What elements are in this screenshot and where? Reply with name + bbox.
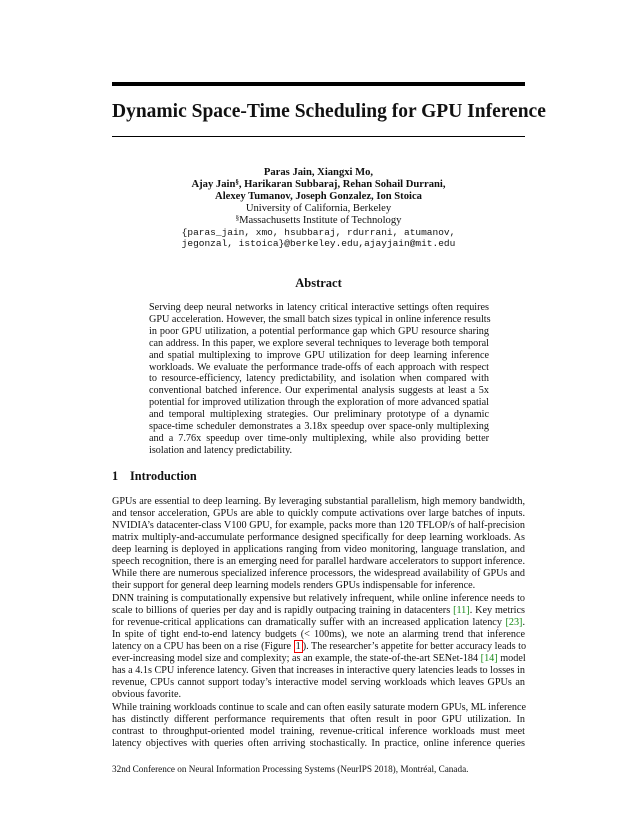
- paragraph-line: can address. In this paper, we explore several techniques to leverage both temporal: [149, 337, 489, 349]
- section-number: 1: [112, 469, 119, 483]
- paragraph-line: NVIDIA’s datacenter-class V100 GPU, for example, packs more than 120 TFLOP/s of half-precision: [112, 519, 525, 531]
- emails-line-1: {paras_jain, xmo, hsubbaraj, rdurrani, atumanov,: [181, 226, 456, 238]
- paragraph-line: [112, 617, 525, 629]
- paragraph-line: [112, 653, 525, 665]
- paragraph-line: workloads. We evaluate the performance trade-offs of each approach with respect: [149, 361, 489, 373]
- abstract-heading: Abstract: [295, 276, 342, 290]
- paragraph-line: While training workloads continue to scale and can often easily saturate modern GPUs, ML inference: [112, 702, 527, 713]
- paragraph-line: has distinctly different performance requirements that often result in poor GPU utilization. In: [112, 713, 525, 725]
- figure-ref-link[interactable]: 1: [295, 640, 301, 652]
- line-text: for revenue-critical applications can dramatically suffer with an increased application latency: [112, 616, 506, 628]
- paragraph-line: While there are numerous specialized inference processors, the widespread availability of GPUs and: [112, 567, 525, 579]
- paragraph-line: Serving deep neural networks in latency critical interactive settings often requires: [149, 302, 489, 313]
- affiliation-mark: §: [235, 213, 240, 222]
- paragraph-line: potential for improved utilization through the exploration of more advanced spatial: [149, 397, 489, 409]
- paper-title: Dynamic Space-Time Scheduling for GPU Inference: [112, 101, 546, 122]
- paragraph-line: and temporal multiplexing strategies. Our preliminary prototype of a dynamic: [149, 409, 489, 421]
- paragraph-line: and tensor acceleration, GPUs are able to quickly compute activations over large batches of inputs.: [112, 507, 525, 519]
- authors-line-3: Alexey Tumanov, Joseph Gonzalez, Ion Stoica: [215, 190, 422, 202]
- paragraph-line: deep learning is deployed in applications ranging from video monitoring, language translation, and: [112, 543, 525, 555]
- paragraph-line: their support for general deep learning models renders GPUs indispensable for inference.: [112, 579, 476, 591]
- authors-line-2-rest: , Harikaran Subbaraj, Rehan Sohail Durrani,: [238, 178, 446, 190]
- paragraph-line: [112, 641, 525, 653]
- section-title: Introduction: [130, 469, 197, 483]
- citation-link[interactable]: [11]: [453, 604, 470, 616]
- paragraph-line: space-time scheduler demonstrates a 3.18x speedup over space-only multiplexing: [149, 421, 489, 433]
- affiliation-mark: §: [235, 177, 239, 186]
- paragraph-line: revenue, CPUs cannot support today’s interactive model serving workloads which leaves GPUs an: [112, 676, 525, 688]
- paragraph-line: and spatial multiplexing to improve GPU utilization for deep learning inference: [149, 349, 489, 361]
- paragraph-line: isolation and latency predictability.: [149, 444, 293, 456]
- paragraph-line: contrast to throughput-oriented model training, revenue-critical inference workloads must meet: [112, 725, 525, 737]
- line-text: scale to billions of queries per day and is rapidly outpacing training in datacenters: [112, 604, 454, 616]
- affiliation-2: [112, 215, 525, 227]
- author-block: [112, 167, 525, 250]
- section-heading: [112, 469, 197, 484]
- paragraph-line: obvious favorite.: [112, 688, 182, 700]
- conference-footer: 32nd Conference on Neural Information Processing Systems (NeurIPS 2018), Montréal, Canada.: [112, 764, 469, 774]
- abstract-body: [149, 302, 489, 457]
- affiliation-2-text: Massachusetts Institute of Technology: [239, 214, 402, 226]
- line-text: ). The researcher’s appetite for better accuracy leads to: [302, 640, 527, 652]
- paragraph-line: to resource-efficiency, latency predictability, and isolation when compared with: [149, 373, 489, 385]
- paragraph-line: conventional batched inference. Our experimental analysis suggests at least a 5x: [149, 385, 489, 397]
- title-bottom-rule: [112, 136, 525, 137]
- line-text: model: [497, 652, 526, 664]
- line-text: ever-increasing model size and complexity; as an example, the state-of-the-art SENet-184: [112, 652, 481, 664]
- line-text: .: [522, 616, 525, 628]
- paragraph-line: matrix multiply-and-accumulate performance designed specifically for deep learning workloads. As: [112, 531, 525, 543]
- paragraph-line: GPU acceleration. However, the small batch sizes typical in online inference results: [149, 313, 491, 325]
- citation-link[interactable]: [14]: [480, 652, 498, 664]
- intro-paragraph-3: [112, 702, 525, 750]
- line-text: . Key metrics: [469, 604, 525, 616]
- citation-link[interactable]: [23]: [505, 616, 523, 628]
- title-top-rule: [112, 82, 525, 86]
- paragraph-line: latency objectives with queries often arriving stochastically. In practice, online inference queries: [112, 737, 525, 749]
- paragraph-line: speech recognition, there is an emerging need for parallel hardware accelerators to support inference.: [112, 555, 525, 567]
- paragraph-line: In spite of tight end-to-end latency budgets (< 100ms), we note an alarming trend that inference: [112, 628, 525, 640]
- paragraph-line: and a 7.76x speedup over time-only multiplexing, while also providing better: [149, 432, 489, 444]
- intro-paragraph-2: [112, 593, 525, 701]
- authors-line-2: [112, 179, 525, 191]
- authors-line-1: Paras Jain, Xiangxi Mo,: [263, 167, 374, 178]
- paragraph-line: [112, 605, 525, 617]
- affiliation-1: University of California, Berkeley: [245, 202, 392, 214]
- emails-line-2: jegonzal, istoica}@berkeley.edu,ajayjain@mit.edu: [181, 238, 456, 250]
- author-name: Ajay Jain: [191, 178, 236, 190]
- line-text: latency on a CPU has been on a rise (Figure: [112, 640, 294, 652]
- paragraph-line: DNN training is computationally expensive but relatively infrequent, while online inference needs to: [112, 593, 525, 604]
- paragraph-line: GPUs are essential to deep learning. By leveraging substantial parallelism, high memory bandwidth,: [112, 496, 525, 507]
- paragraph-line: has a 4.1s CPU inference latency. Given that increases in interactive query latencies leads to losses in: [112, 664, 525, 676]
- intro-paragraph-1: [112, 496, 525, 592]
- paragraph-line: in poor GPU utilization, a potential performance gap which GPU resource sharing: [149, 325, 489, 337]
